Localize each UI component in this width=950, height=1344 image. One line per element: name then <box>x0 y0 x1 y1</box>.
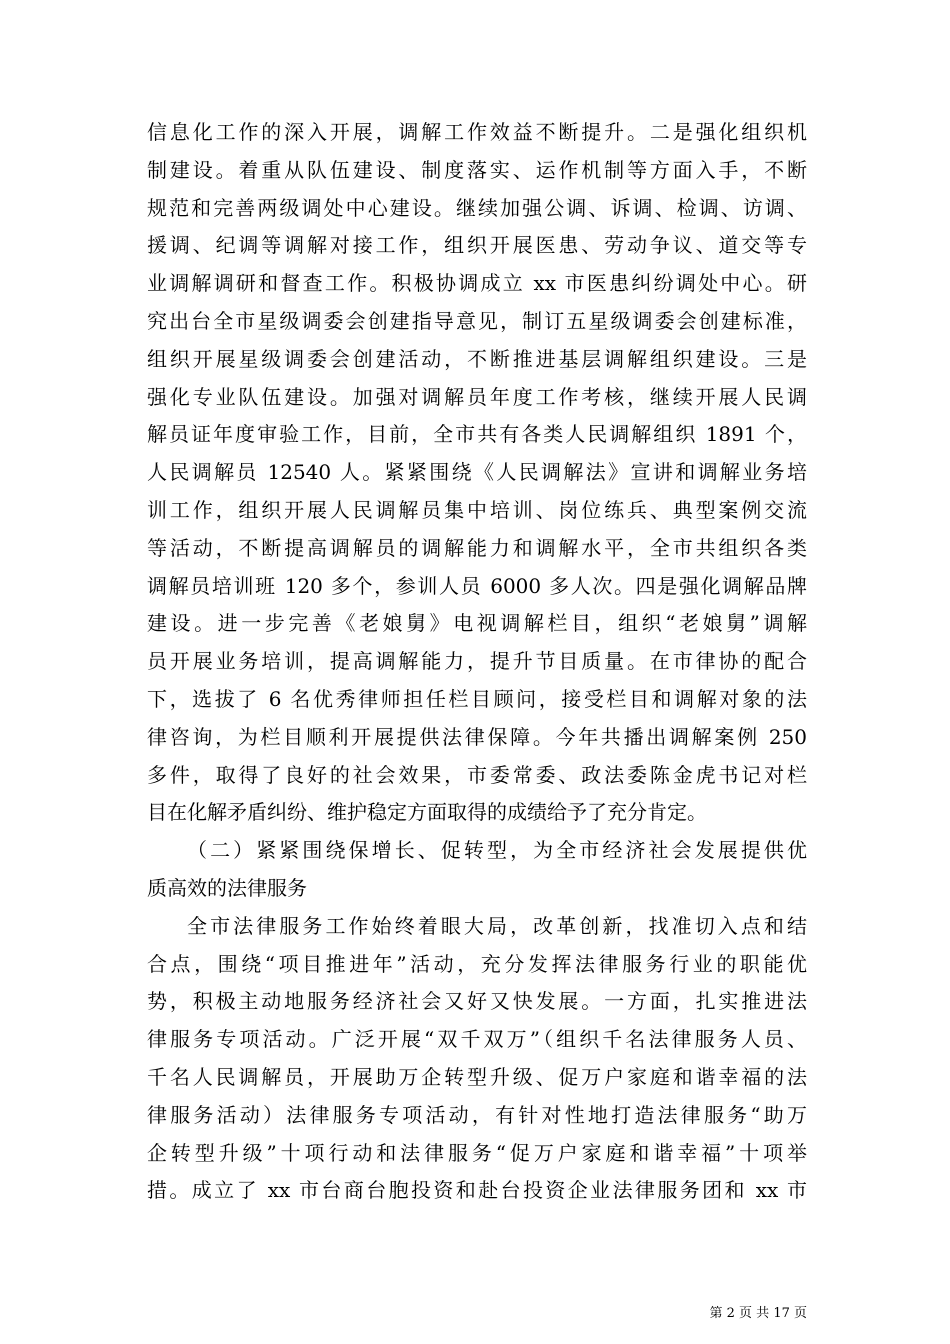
text-line: 目在化解矛盾纠纷、维护稳定方面取得的成绩给予了充分肯定。 <box>147 800 707 825</box>
text-line: 强化专业队伍建设。加强对调解员年度工作考核，继续开展人民调 <box>147 384 807 409</box>
text-line: 建设。进一步完善《老娘舅》电视调解栏目，组织“老娘舅”调解 <box>147 611 807 636</box>
text-line: 训工作，组织开展人民调解员集中培训、岗位练兵、典型案例交流 <box>147 497 807 522</box>
text-line: 制建设。着重从队伍建设、制度落实、运作机制等方面入手，不断 <box>147 157 807 182</box>
text-line: 律咨询，为栏目顺利开展提供法律保障。今年共播出调解案例 250 <box>147 724 807 749</box>
text-line: 援调、纪调等调解对接工作，组织开展医患、劳动争议、道交等专 <box>147 233 807 258</box>
page-number: 第 2 页 共 17 页 <box>709 1306 807 1321</box>
text-line: 千名人民调解员，开展助万企转型升级、促万户家庭和谐幸福的法 <box>147 1064 807 1089</box>
text-line: 律服务活动）法律服务专项活动，有针对性地打造法律服务“助万 <box>147 1102 807 1127</box>
text-line: 律服务专项活动。广泛开展“双千双万”（组织千名法律服务人员、 <box>147 1027 807 1052</box>
text-line: 信息化工作的深入开展，调解工作效益不断提升。二是强化组织机 <box>147 120 807 144</box>
text-line: 究出台全市星级调委会创建指导意见，制订五星级调委会创建标准， <box>147 308 807 333</box>
text-line: 调解员培训班 120 多个，参训人员 6000 多人次。四是强化调解品牌 <box>147 573 807 598</box>
text-line: 下，选拔了 6 名优秀律师担任栏目顾问，接受栏目和调解对象的法 <box>147 686 807 711</box>
text-line: 措。成立了 xx 市台商台胞投资和赴台投资企业法律服务团和 xx 市 <box>147 1178 807 1203</box>
text-line: 质高效的法律服务 <box>147 875 307 900</box>
text-line: 多件，取得了良好的社会效果，市委常委、政法委陈金虎书记对栏 <box>147 762 807 787</box>
text-line: 全市法律服务工作始终着眼大局，改革创新，找准切入点和结 <box>187 913 807 938</box>
body-text <box>147 114 807 1210</box>
text-line: 人民调解员 12540 人。紧紧围绕《人民调解法》宣讲和调解业务培 <box>147 460 807 485</box>
text-line: 解员证年度审验工作，目前，全市共有各类人民调解组织 1891 个， <box>147 422 807 447</box>
text-line: 势，积极主动地服务经济社会又好又快发展。一方面，扎实推进法 <box>147 989 807 1014</box>
text-line: 合点，围绕“项目推进年”活动，充分发挥法律服务行业的职能优 <box>147 951 807 976</box>
text-line: 等活动，不断提高调解员的调解能力和调解水平，全市共组织各类 <box>147 535 807 560</box>
text-line: （二）紧紧围绕保增长、促转型，为全市经济社会发展提供优 <box>187 838 807 863</box>
text-line: 组织开展星级调委会创建活动，不断推进基层调解组织建设。三是 <box>147 346 807 371</box>
text-line: 业调解调研和督查工作。积极协调成立 xx 市医患纠纷调处中心。研 <box>147 271 807 296</box>
text-line: 规范和完善两级调处中心建设。继续加强公调、诉调、检调、访调、 <box>147 195 807 220</box>
text-line: 企转型升级”十项行动和法律服务“促万户家庭和谐幸福”十项举 <box>147 1140 807 1165</box>
text-line: 员开展业务培训，提高调解能力，提升节目质量。在市律协的配合 <box>147 649 807 674</box>
